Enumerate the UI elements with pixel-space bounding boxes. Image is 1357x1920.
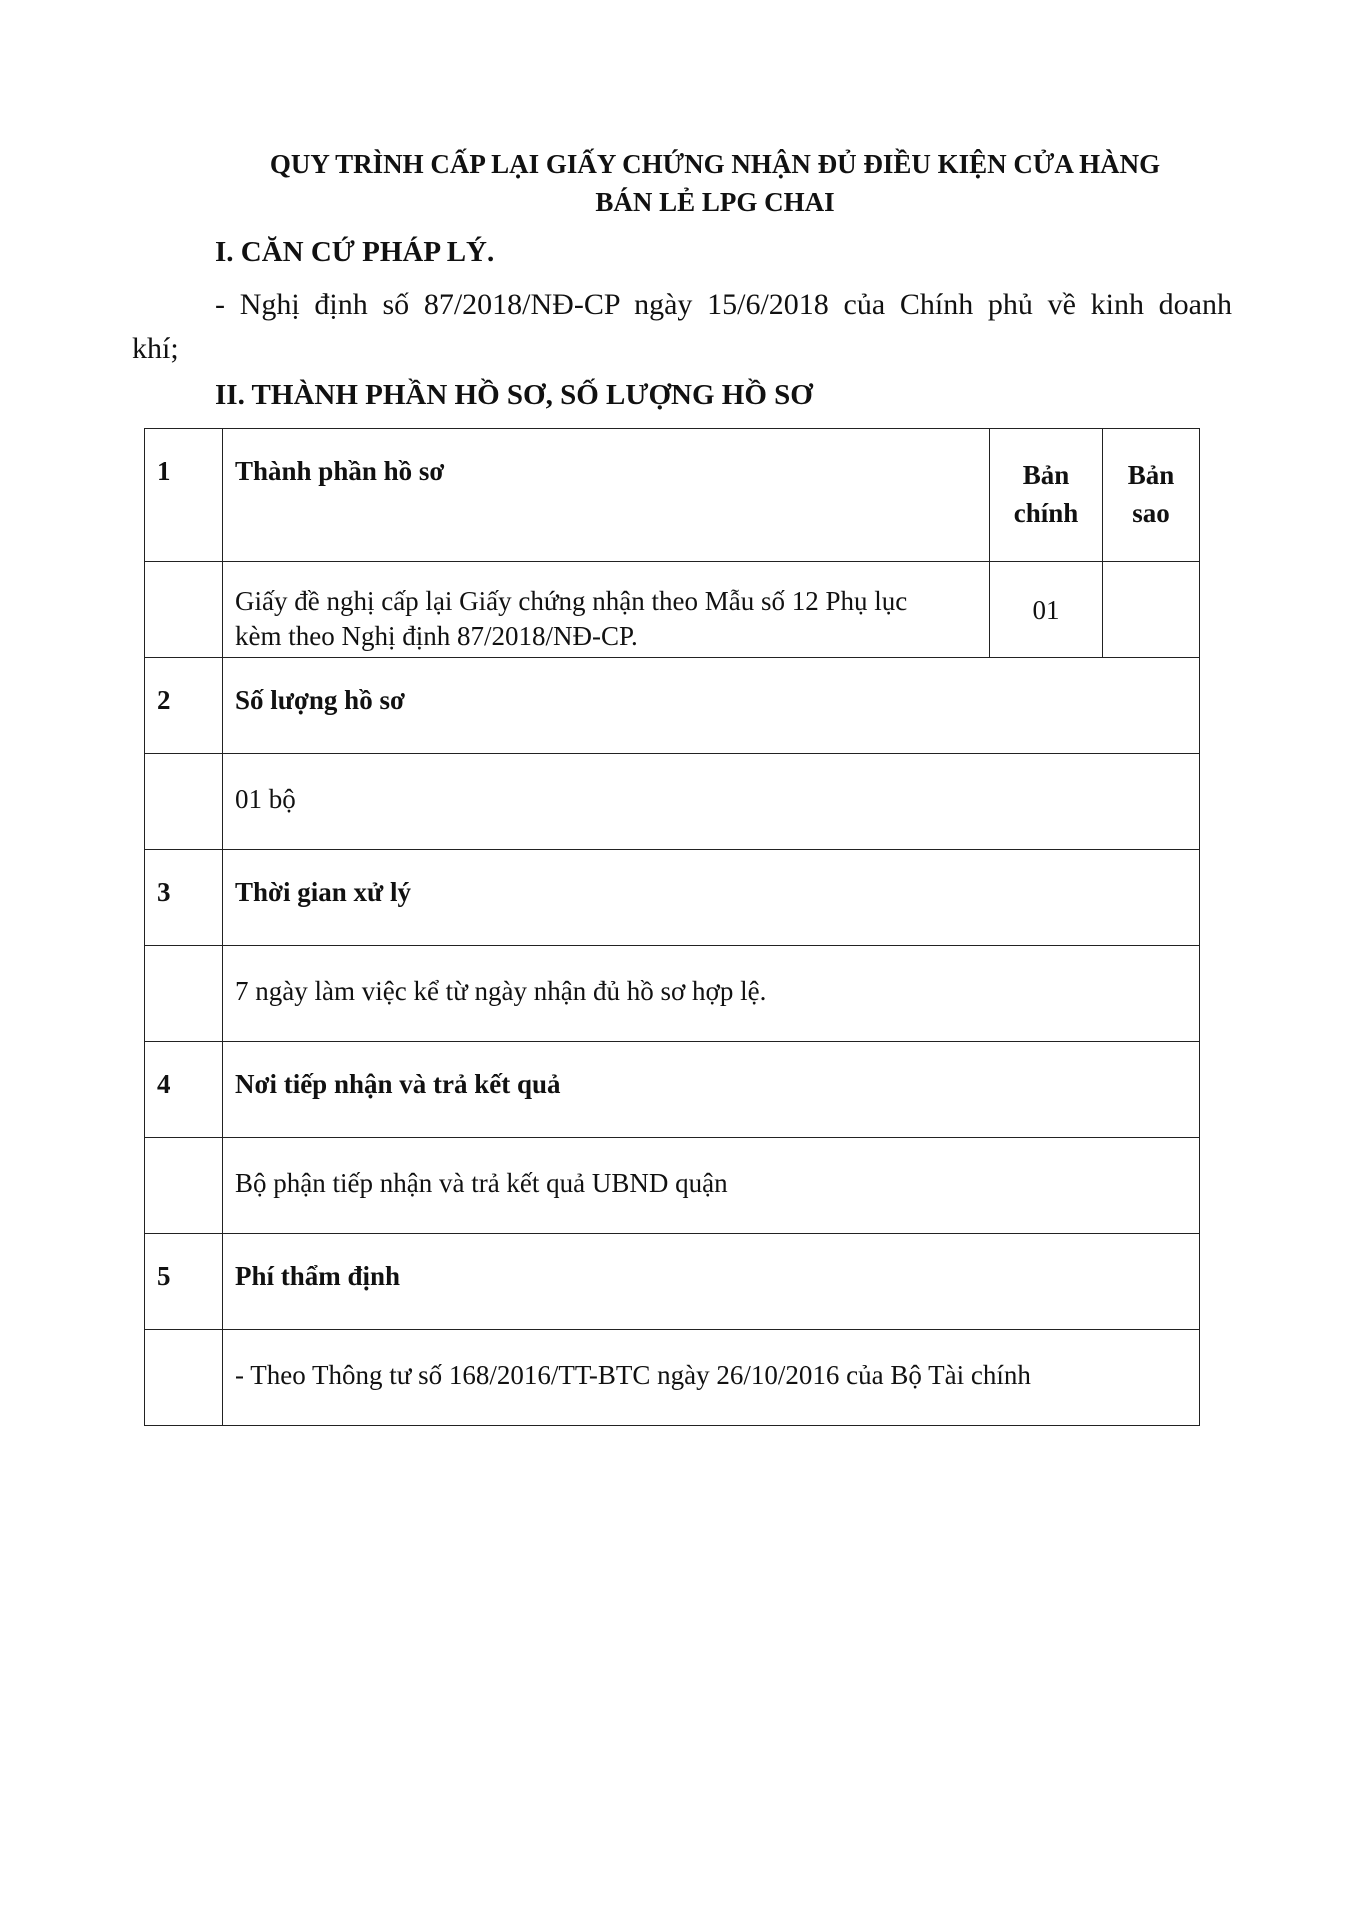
col-header-copy-line-2: sao bbox=[1132, 498, 1170, 528]
row-number: 5 bbox=[145, 1234, 223, 1330]
row-header-receiving-place: Nơi tiếp nhận và trả kết quả bbox=[223, 1042, 1200, 1138]
row-number-empty bbox=[145, 562, 223, 658]
row-header-appraisal-fee: Phí thẩm định bbox=[223, 1234, 1200, 1330]
document-title bbox=[200, 145, 1230, 221]
table-row bbox=[145, 1234, 1200, 1330]
legal-basis-line-2: khí; bbox=[132, 332, 179, 365]
row-number: 2 bbox=[145, 658, 223, 754]
section-dossier-heading: II. THÀNH PHẦN HỒ SƠ, SỐ LƯỢNG HỒ SƠ bbox=[215, 379, 813, 411]
col-header-copy-line-1: Bản bbox=[1127, 460, 1175, 490]
row-number-empty bbox=[145, 946, 223, 1042]
dossier-table bbox=[144, 428, 1200, 1426]
receiving-place-value: Bộ phận tiếp nhận và trả kết quả UBND quận bbox=[223, 1138, 1200, 1234]
legal-basis-line-1: - Nghị định số 87/2018/NĐ-CP ngày 15/6/2018 của Chính phủ về kinh doanh bbox=[215, 288, 1232, 321]
legal-basis-paragraph bbox=[132, 283, 1232, 371]
table-row bbox=[145, 658, 1200, 754]
col-header-original-line-1: Bản bbox=[1022, 460, 1070, 490]
title-line-2: BÁN LẺ LPG CHAI bbox=[595, 187, 835, 217]
row-header-processing-time: Thời gian xử lý bbox=[223, 850, 1200, 946]
table-row bbox=[145, 754, 1200, 850]
table-row bbox=[145, 1330, 1200, 1426]
row-header-dossier-quantity: Số lượng hồ sơ bbox=[223, 658, 1200, 754]
table-row bbox=[145, 850, 1200, 946]
row-number-empty bbox=[145, 1138, 223, 1234]
dossier-item-line-2: kèm theo Nghị định 87/2018/NĐ-CP. bbox=[235, 621, 638, 651]
col-header-original-line-2: chính bbox=[1013, 498, 1079, 528]
processing-time-value: 7 ngày làm việc kể từ ngày nhận đủ hồ sơ hợp lệ. bbox=[223, 946, 1200, 1042]
table-row bbox=[145, 1042, 1200, 1138]
row-number: 1 bbox=[145, 429, 223, 562]
dossier-item-copy-count bbox=[1103, 562, 1200, 658]
col-header-copy bbox=[1103, 429, 1200, 562]
row-number: 3 bbox=[145, 850, 223, 946]
row-number-empty bbox=[145, 1330, 223, 1426]
dossier-quantity-value: 01 bộ bbox=[223, 754, 1200, 850]
table-row bbox=[145, 562, 1200, 658]
title-line-1: QUY TRÌNH CẤP LẠI GIẤY CHỨNG NHẬN ĐỦ ĐIỀU KIỆN CỬA HÀNG bbox=[269, 149, 1161, 179]
dossier-item-line-1: Giấy đề nghị cấp lại Giấy chứng nhận theo Mẫu số 12 Phụ lục bbox=[235, 586, 908, 616]
row-header-dossier-components: Thành phần hồ sơ bbox=[223, 429, 990, 562]
table-row bbox=[145, 1138, 1200, 1234]
table-row bbox=[145, 946, 1200, 1042]
row-number-empty bbox=[145, 754, 223, 850]
section-legal-basis-heading: I. CĂN CỨ PHÁP LÝ. bbox=[215, 236, 495, 268]
appraisal-fee-value: - Theo Thông tư số 168/2016/TT-BTC ngày 26/10/2016 của Bộ Tài chính bbox=[223, 1330, 1200, 1426]
dossier-item-original-count: 01 bbox=[990, 562, 1103, 658]
row-number: 4 bbox=[145, 1042, 223, 1138]
dossier-item-text bbox=[223, 562, 990, 658]
col-header-original bbox=[990, 429, 1103, 562]
table-row bbox=[145, 429, 1200, 562]
